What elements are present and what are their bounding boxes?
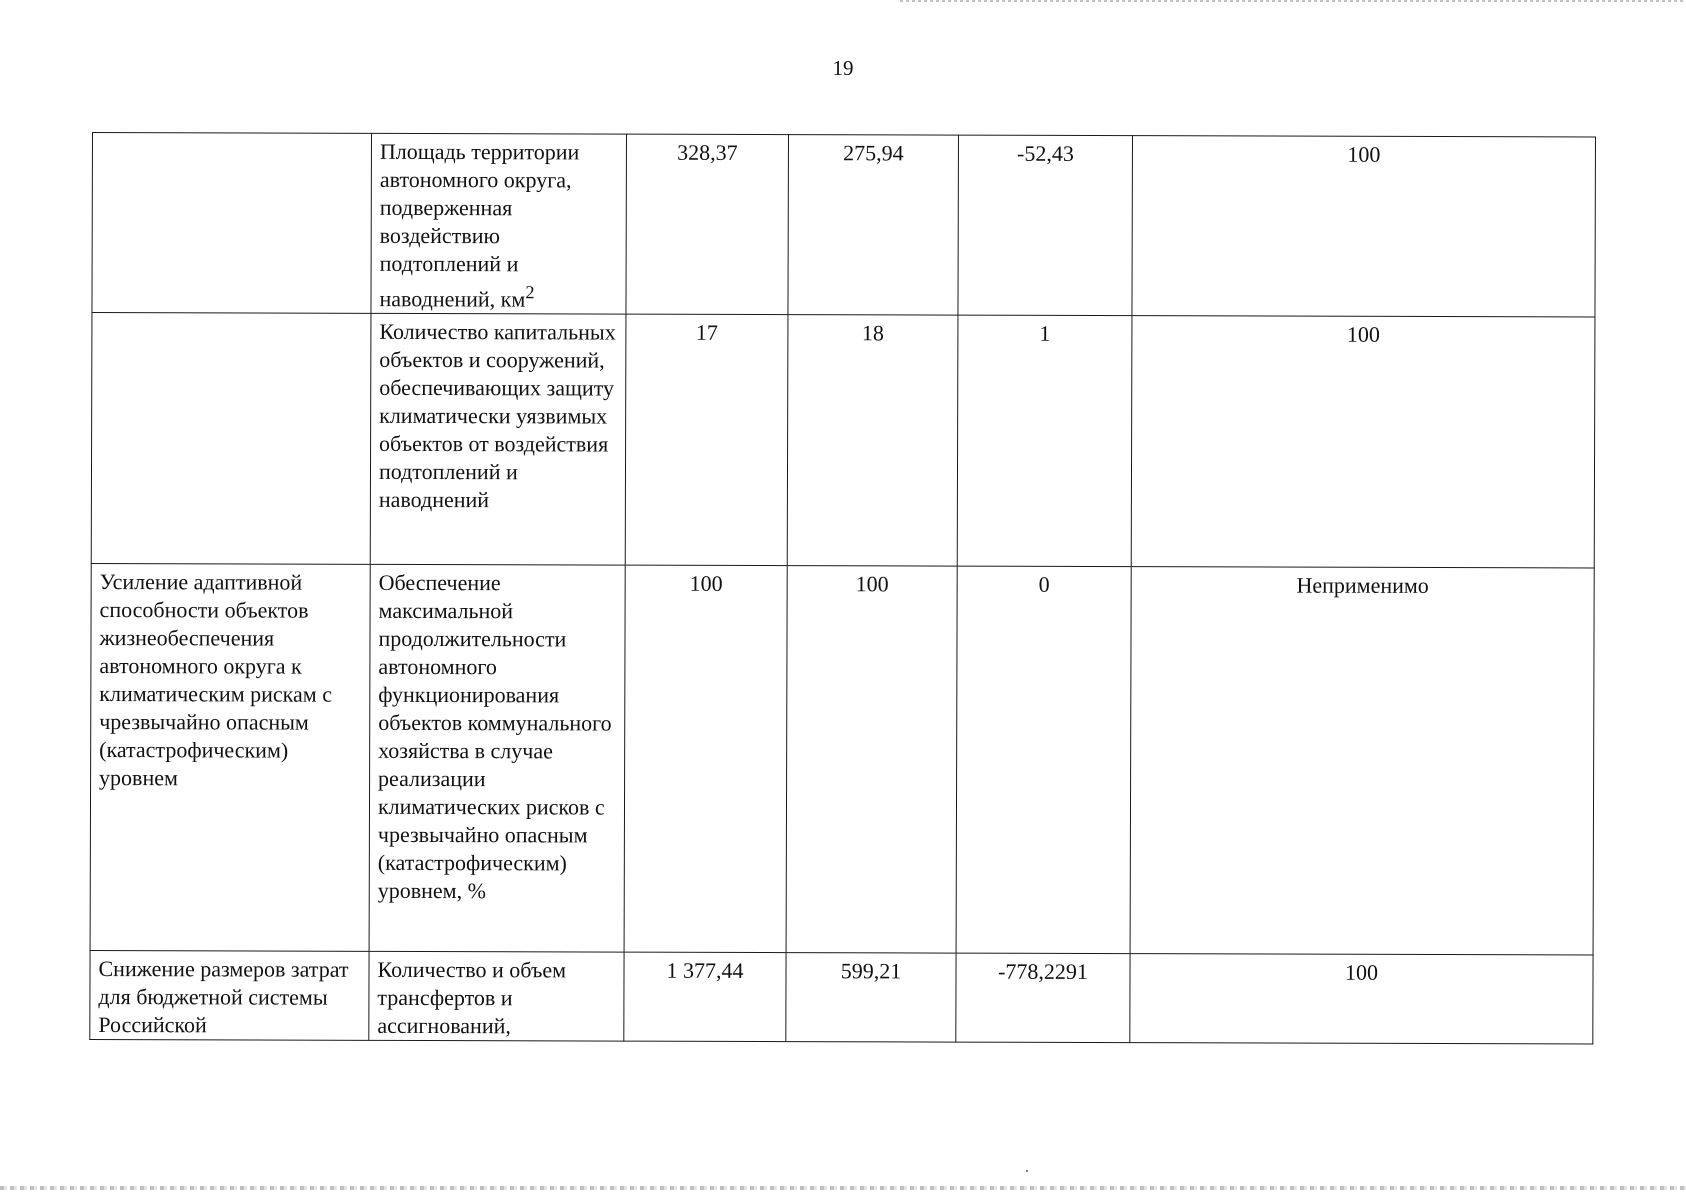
value-2-cell: 599,21 (786, 953, 956, 1043)
page-number: 19 (832, 56, 854, 80)
goal-cell: Усиление адаптивной способности объектов жизнеобеспечения автономного округа к климатическим рискам с чрезвычайно опасным (катастрофическим) уровнем (90, 564, 370, 952)
indicators-table (89, 132, 1596, 1045)
value-2-cell: 275,94 (788, 135, 959, 316)
value-3-cell: -52,43 (958, 135, 1133, 316)
value-3-cell: -778,2291 (956, 953, 1130, 1043)
scan-speck (1026, 1170, 1028, 1172)
indicator-cell (371, 133, 627, 314)
table-row (92, 133, 1596, 318)
value-1-cell: 17 (625, 314, 788, 565)
indicator-cell: Обеспечение максимальной продолжительности автономного функционирования объектов коммунального хозяйства в случае реализации климатических рисков с чрезвычайно опасным (катастрофическим) уровнем, % (369, 565, 625, 953)
value-2-cell: 100 (786, 566, 957, 954)
value-3-cell: 0 (956, 566, 1131, 954)
indicator-cell: Количество и объем трансфертов и ассигнований, (369, 952, 624, 1042)
scan-edge-bottom (0, 1186, 1686, 1190)
goal-cell (91, 313, 371, 565)
value-1-cell: 100 (624, 565, 787, 952)
value-2-cell: 18 (787, 315, 958, 567)
value-4-cell: 100 (1131, 316, 1595, 568)
indicator-cell: Количество капитальных объектов и сооружений, обеспечивающих защиту климатически уязвимых объектов от воздействия подтоплений и наводнений (370, 314, 626, 566)
value-1-cell: 328,37 (626, 134, 789, 315)
value-4-cell: 100 (1130, 954, 1593, 1044)
value-3-cell: 1 (957, 315, 1132, 567)
value-4-cell: 100 (1132, 136, 1596, 318)
table-row (90, 951, 1593, 1044)
goal-cell (92, 133, 372, 314)
value-4-cell: Неприменимо (1130, 567, 1594, 955)
indicator-superscript: 2 (525, 282, 535, 303)
table-row (90, 564, 1594, 955)
goal-cell: Снижение размеров затрат для бюджетной системы Российской (90, 951, 369, 1041)
table-row (91, 313, 1595, 568)
value-1-cell: 1 377,44 (624, 952, 786, 1041)
indicator-text: Площадь территории автономного округа, подверженная воздействию подтоплений и наводнений, км (379, 138, 580, 312)
scan-edge-top (900, 0, 1686, 2)
